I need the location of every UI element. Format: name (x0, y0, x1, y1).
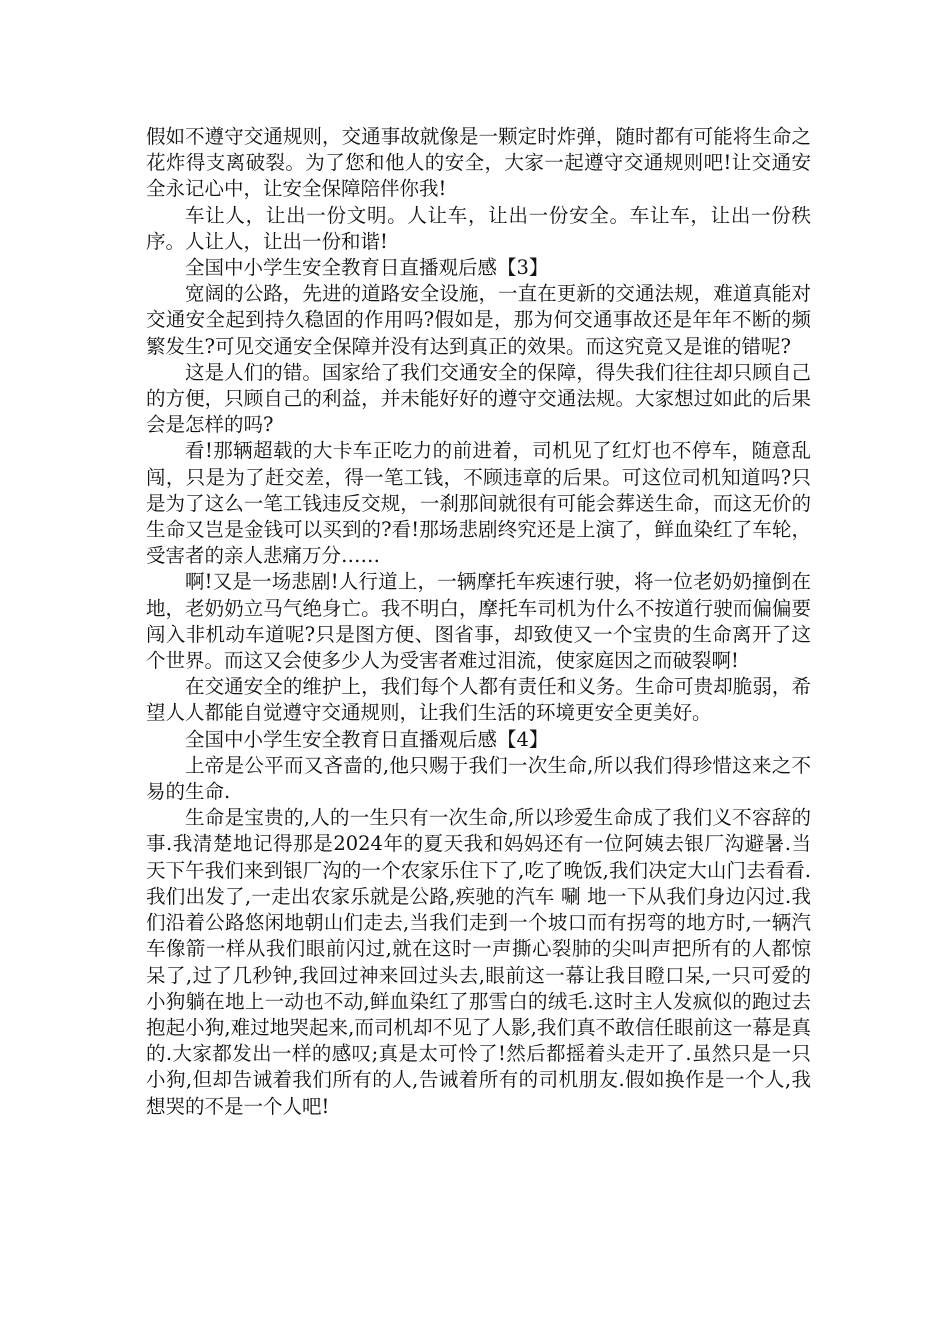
document-body (146, 124, 811, 1120)
paragraph-one-life: 上帝是公平而又吝啬的,他只赐于我们一次生命,所以我们得珍惜这来之不易的生命. (146, 753, 811, 804)
section-heading-3: 全国中小学生安全教育日直播观后感【3】 (185, 256, 549, 280)
paragraph-yielding: 车让人，让出一份文明。人让车，让出一份安全。车让车，让出一份秩序。人让人，让出一份和谐! (146, 203, 811, 253)
paragraph-overloaded-truck: 看!那辆超载的大卡车正吃力的前进着，司机见了红灯也不停车，随意乱闯，只是为了赶交差，得一笔工钱，不顾违章的后果。可这位司机知道吗?只是为了这么一笔工钱违反交规，一刹那间就很有可能会葬送生命，而这无价的生命又岂是金钱可以买到的?看!那场悲剧终究还是上演了，鲜血染红了车轮，受害者的亲人悲痛万分…… (146, 439, 811, 568)
paragraph-wide-roads: 宽阔的公路，先进的道路安全设施，一直在更新的交通法规，难道真能对交通安全起到持久稳固的作用吗?假如是，那为何交通事故还是年年不断的频繁发生?可见交通安全保障并没有达到真正的效果。而这究竟又是谁的错呢? (146, 282, 811, 358)
paragraph-responsibility: 在交通安全的维护上，我们每个人都有责任和义务。生命可贵却脆弱，希望人人都能自觉遵守交通规则，让我们生活的环境更安全更美好。 (146, 675, 811, 725)
section-heading-4: 全国中小学生安全教育日直播观后感【4】 (185, 727, 549, 751)
paragraph-peoples-fault: 这是人们的错。国家给了我们交通安全的保障，得失我们往往却只顾自己的方便，只顾自己的利益，并未能好好的遵守交通法规。大家想过如此的后果会是怎样的吗? (146, 360, 811, 437)
paragraph-traffic-rules-intro: 假如不遵守交通规则，交通事故就像是一颗定时炸弹，随时都有可能将生命之花炸得支离破裂。为了您和他人的安全，大家一起遵守交通规则吧!让交通安全永记心中，让安全保障陪伴你我! (146, 125, 811, 201)
paragraph-puppy-story: 生命是宝贵的,人的一生只有一次生命,所以珍爱生命成了我们义不容辞的事.我清楚地记得那是2024年的夏天我和妈妈还有一位阿姨去银厂沟避暑.当天下午我们来到银厂沟的一个农家乐住下了,吃了晚饭,我们决定大山门去看看.我们出发了,一走出农家乐就是公路,疾驰的汽车 唰 地一下从我们身边闪过.我们沿着公路悠闲地朝山们走去,当我们走到一个坡口而有拐弯的地方时,一辆汽车像箭一样从我们眼前闪过,就在这时一声撕心裂肺的尖叫声把所有的人都惊呆了,过了几秒钟,我回过神来回过头去,眼前这一幕让我目瞪口呆,一只可爱的小狗躺在地上一动也不动,鲜血染红了那雪白的绒毛.这时主人发疯似的跑过去抱起小狗,难过地哭起来,而司机却不见了人影,我们真不敢信任眼前这一幕是真的.大家都发出一样的感叹;真是太可怜了!然后都摇着头走开了.虽然只是一只小狗,但却告诫着我们所有的人,告诫着所有的司机朋友.假如换作是一个人,我想哭的不是一个人吧! (146, 806, 811, 1118)
paragraph-motorcycle-tragedy: 啊!又是一场悲剧!人行道上，一辆摩托车疾速行驶，将一位老奶奶撞倒在地，老奶奶立马气绝身亡。我不明白，摩托车司机为什么不按道行驶而偏偏要闯入非机动车道呢?只是图方便、图省事，却致使又一个宝贵的生命离开了这个世界。而这又会使多少人为受害者难过泪流，使家庭因之而破裂啊! (146, 570, 811, 673)
